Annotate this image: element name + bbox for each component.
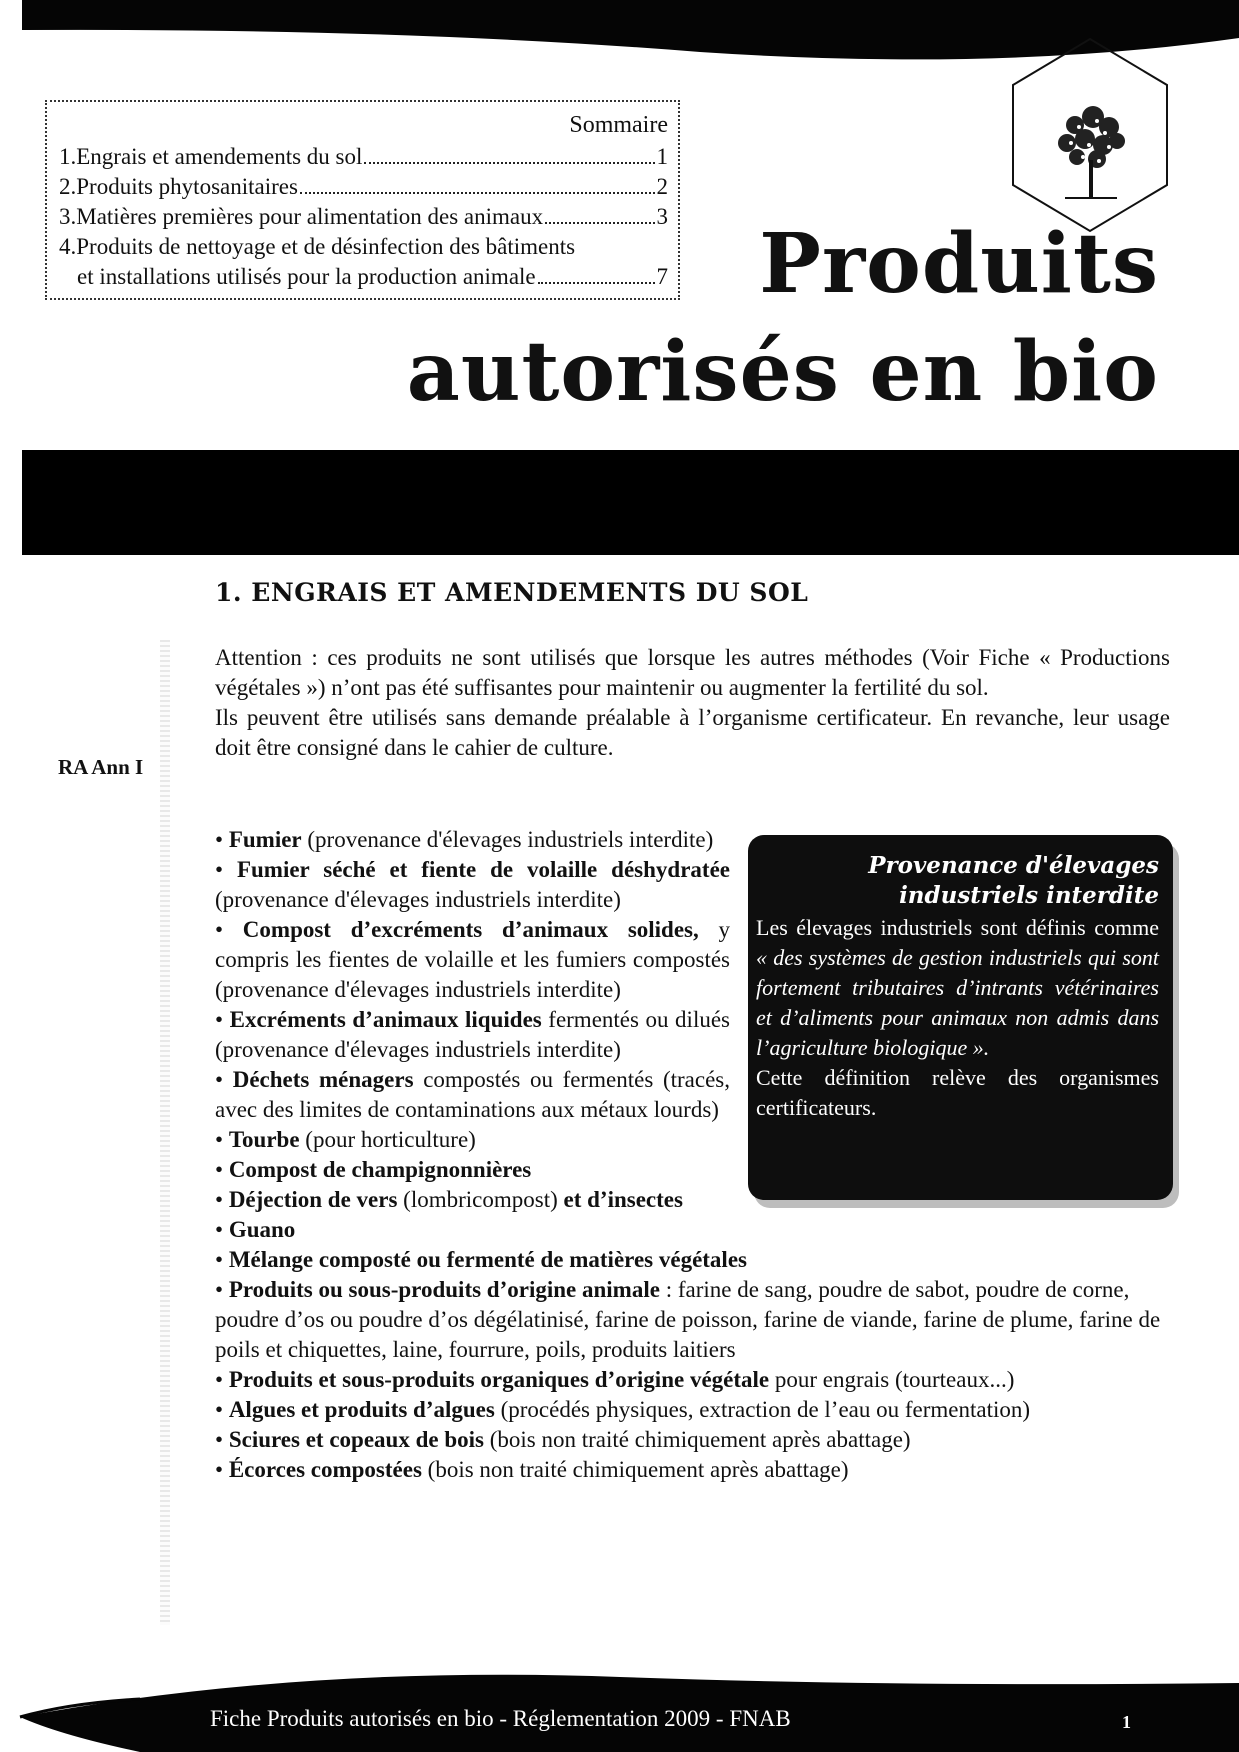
toc-item-page: 7 [656,264,668,289]
callout-text-end: Cette définition relève des organismes certificateurs. [756,1065,1159,1120]
black-band [22,450,1239,555]
item-name: Algues et produits d’algues [228,1397,495,1422]
item-detail: y compris les fientes de volaille et les fumiers compostés (provenance d'élevages industriels interdite) [215,917,730,1002]
item-name: Produits ou sous-produits d’origine animale [228,1277,660,1302]
toc-item-label: 3.Matières premières pour alimentation des animaux [59,204,544,229]
item-detail: (bois non traité chimiquement après abattage) [421,1457,849,1482]
toc-item-label: et installations utilisés pour la production animale [77,264,536,289]
item-name: Tourbe [228,1127,300,1152]
item-name: Déjection de vers [228,1187,398,1212]
section-heading: 1. ENGRAIS ET AMENDEMENTS DU SOL [215,578,809,607]
item-detail: (bois non traité chimiquement après abattage) [483,1427,911,1452]
list-item: • Mélange composté ou fermenté de matières végétales [215,1247,747,1272]
callout-title [756,851,1159,911]
callout-definition [756,913,1159,1063]
callout-text-start: Les élevages industriels sont définis comme [756,915,1159,940]
callout-box [748,835,1173,1200]
item-detail: (provenance d'élevages industriels interdite) [301,827,714,852]
toc-item-page: 1 [656,144,668,169]
item-detail: pour engrais (tourteaux...) [769,1367,1015,1392]
toc-item[interactable] [59,172,668,202]
page-title [407,210,1159,426]
item-name: Compost de champignonnières [228,1157,532,1182]
toc-item-label: 1.Engrais et amendements du sol [59,144,363,169]
list-item: • Produits ou sous-produits d’origine animale : farine de sang, poudre de sabot, poudre de corne, poudre d’os ou poudre d’os dégélatinisé, farine de poisson, farine de viande, farine de plume, farine de poils et chiquettes, laine, fourrure, poils, produits laitiers [215,1277,1161,1362]
list-item: • Déchets ménagers compostés ou fermentés (tracés, avec des limites de contaminations aux métaux lourds) [215,1067,730,1122]
toc-item[interactable] [59,142,668,172]
toc-item-label: 4.Produits de nettoyage et de désinfection des bâtiments [59,234,576,259]
intro-paragraph-2: Ils peuvent être utilisés sans demande préalable à l’organisme certificateur. En revanche, leur usage doit être consigné dans le cahier de culture. [215,705,1170,760]
item-detail: compostés ou fermentés (tracés, avec des limites de contaminations aux métaux lourds) [215,1067,730,1122]
intro-paragraph-1: Attention : ces produits ne sont utilisés que lorsque les autres méthodes (Voir Fiche « Productions végétales ») n’ont pas été suffisantes pour maintenir ou augmenter la fertilité du sol. [215,645,1170,700]
intro-text [215,643,1170,763]
item-detail: (pour horticulture) [299,1127,476,1152]
item-detail: (lombricompost) [397,1187,564,1212]
item-name: Fumier séché et fiente de volaille déshydratée [236,857,730,882]
item-name: Déchets ménagers [232,1067,414,1092]
toc-title: Sommaire [569,112,668,138]
list-item: • Algues et produits d’algues (procédés physiques, extraction de l’eau ou fermentation) [215,1397,1031,1422]
item-name: Fumier [228,827,302,852]
footer-swoosh [0,1655,1239,1752]
margin-note: RA Ann I [58,755,144,779]
item-name: Compost d’excréments d’animaux solides, [242,917,699,942]
list-item: • Fumier séché et fiente de volaille déshydratée (provenance d'élevages industriels interdite) [215,857,730,912]
footer-text: Fiche Produits autorisés en bio - Réglementation 2009 - FNAB [210,1706,791,1731]
toc-leader [364,162,654,164]
callout-title-line-1: Provenance d'élevages [868,852,1159,879]
callout-quote: « des systèmes de gestion industriels qui sont fortement tributaires d’intrants vétérinaires et d’aliments pour animaux non admis dans l’agriculture biologique ». [756,945,1159,1060]
list-item: • Écorces compostées (bois non traité chimiquement après abattage) [215,1457,849,1482]
item-name: Produits et sous-produits organiques d’origine végétale [228,1367,770,1392]
footer-page-number: 1 [1122,1712,1131,1732]
toc-item-page: 3 [656,204,668,229]
item-detail: fermentés ou dilués (provenance d'élevages industriels interdite) [215,1007,730,1062]
item-detail: (procédés physiques, extraction de l’eau ou fermentation) [494,1397,1031,1422]
item-name-extra: et d’insectes [563,1187,683,1212]
list-item: • Excréments d’animaux liquides fermentés ou dilués (provenance d'élevages industriels interdite) [215,1007,730,1062]
item-name: Sciures et copeaux de bois [228,1427,484,1452]
item-name: Guano [228,1217,296,1242]
margin-strip [160,640,170,1625]
list-item: • Sciures et copeaux de bois (bois non traité chimiquement après abattage) [215,1427,911,1452]
list-item: • Compost de champignonnières [215,1157,532,1182]
list-item: • Fumier (provenance d'élevages industriels interdite) [215,827,714,852]
item-detail: (provenance d'élevages industriels interdite) [215,887,621,912]
title-line-2: autorisés en bio [406,324,1159,420]
toc-item-label: 2.Produits phytosanitaires [59,174,298,199]
list-item: • Produits et sous-produits organiques d’origine végétale pour engrais (tourteaux...) [215,1367,1015,1392]
list-item: • Déjection de vers (lombricompost) et d’insectes [215,1187,683,1212]
item-detail: : farine de sang, poudre de sabot, poudre de corne, poudre d’os ou poudre d’os dégélatinisé, farine de poisson, farine de viande, farine de plume, farine de poils et chiquettes, laine, fourrure, poils, produits laitiers [215,1277,1161,1362]
list-item: • Compost d’excréments d’animaux solides, y compris les fientes de volaille et les fumiers compostés (provenance d'élevages industriels interdite) [215,917,730,1002]
tree-logo-icon [1005,35,1175,235]
toc-item-page: 2 [656,174,668,199]
list-item: • Guano [215,1217,296,1242]
toc-leader [300,192,655,194]
title-line-1: Produits [759,216,1159,312]
list-item: • Tourbe (pour horticulture) [215,1127,476,1152]
item-name: Excréments d’animaux liquides [229,1007,542,1032]
item-name: Mélange composté ou fermenté de matières végétales [228,1247,747,1272]
callout-title-line-2: industriels interdite [899,882,1159,909]
item-name: Écorces compostées [228,1457,422,1482]
